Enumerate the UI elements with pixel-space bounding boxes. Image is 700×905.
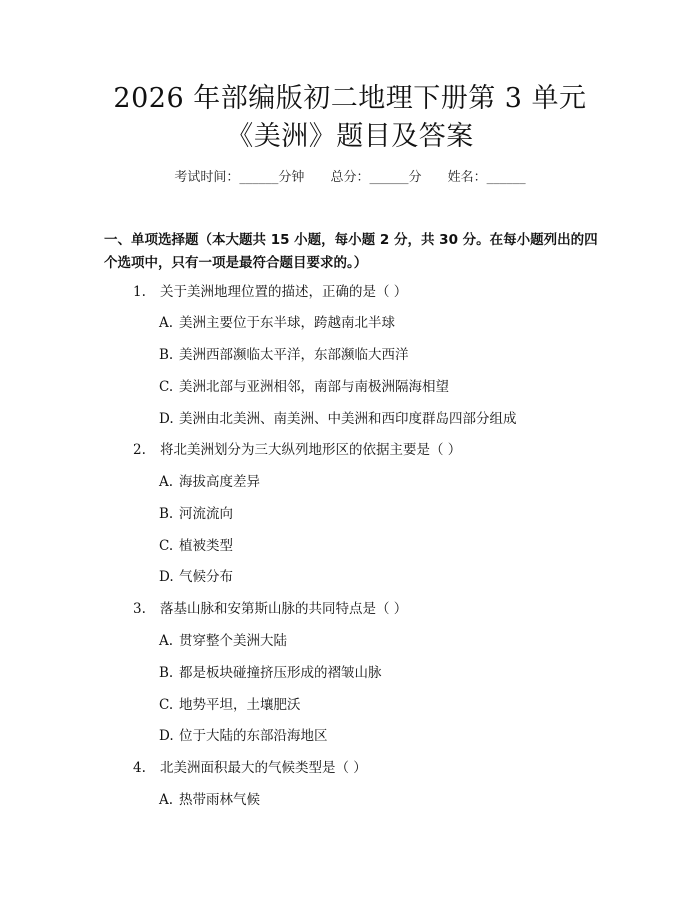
option-letter: D. <box>159 728 174 744</box>
option-text: 美洲主要位于东半球，跨越南北半球 <box>179 315 395 331</box>
question-1-option-a <box>159 314 395 332</box>
option-letter: A. <box>159 792 174 808</box>
question-text: 北美洲面积最大的气候类型是（ ） <box>160 760 367 776</box>
student-name-field: 姓名：______ <box>447 170 526 185</box>
option-text: 美洲由北美洲、南美洲、中美洲和西印度群岛四部分组成 <box>179 411 517 427</box>
option-text: 河流流向 <box>179 506 233 522</box>
option-letter: B. <box>159 347 174 363</box>
question-number: 4. <box>133 760 146 776</box>
question-1-option-c <box>159 378 449 396</box>
section-header: 一、单项选择题（本大题共 15 小题，每小题 2 分，共 30 分。在每小题列出的四个选项中，只有一项是最符合题目要求的。） <box>104 232 598 271</box>
question-3-option-c <box>159 696 301 714</box>
question-1 <box>133 283 407 301</box>
question-2-option-c <box>159 537 233 555</box>
question-text: 落基山脉和安第斯山脉的共同特点是（ ） <box>160 601 408 617</box>
option-text: 植被类型 <box>179 538 233 554</box>
option-text: 都是板块碰撞挤压形成的褶皱山脉 <box>179 665 382 681</box>
option-text: 位于大陆的东部沿海地区 <box>179 728 328 744</box>
option-letter: A. <box>159 633 174 649</box>
question-text: 关于美洲地理位置的描述，正确的是（ ） <box>160 284 408 300</box>
option-letter: B. <box>159 665 174 681</box>
question-number: 2. <box>133 442 146 458</box>
question-4 <box>133 759 367 777</box>
question-4-option-a <box>159 791 260 809</box>
option-letter: B. <box>159 506 174 522</box>
question-1-option-d <box>159 410 517 428</box>
question-1-option-b <box>159 346 409 364</box>
exam-time-field: 考试时间：______分钟 <box>174 170 305 185</box>
option-letter: C. <box>159 538 174 554</box>
exam-meta <box>0 169 700 187</box>
question-3-option-a <box>159 632 287 650</box>
option-letter: D. <box>159 411 174 427</box>
option-text: 贯穿整个美洲大陆 <box>179 633 287 649</box>
question-3-option-d <box>159 727 328 745</box>
question-2-option-b <box>159 505 233 523</box>
option-text: 热带雨林气候 <box>179 792 260 808</box>
question-number: 1. <box>133 284 146 300</box>
option-text: 地势平坦，土壤肥沃 <box>179 697 301 713</box>
page-title: 2026 年部编版初二地理下册第 3 单元《美洲》题目及答案 <box>113 83 587 152</box>
option-text: 美洲北部与亚洲相邻，南部与南极洲隔海相望 <box>179 379 449 395</box>
option-text: 海拔高度差异 <box>179 474 260 490</box>
question-2-option-a <box>159 473 260 491</box>
option-letter: A. <box>159 315 174 331</box>
question-number: 3. <box>133 601 146 617</box>
option-text: 气候分布 <box>179 569 233 585</box>
question-3-option-b <box>159 664 382 682</box>
option-letter: C. <box>159 379 174 395</box>
option-letter: D. <box>159 569 174 585</box>
option-letter: A. <box>159 474 174 490</box>
question-2-option-d <box>159 568 233 586</box>
total-score-field: 总分：______分 <box>330 170 422 185</box>
question-text: 将北美洲划分为三大纵列地形区的依据主要是（ ） <box>160 442 462 458</box>
question-3 <box>133 600 407 618</box>
option-letter: C. <box>159 697 174 713</box>
question-2 <box>133 441 461 459</box>
option-text: 美洲西部濒临太平洋，东部濒临大西洋 <box>179 347 409 363</box>
